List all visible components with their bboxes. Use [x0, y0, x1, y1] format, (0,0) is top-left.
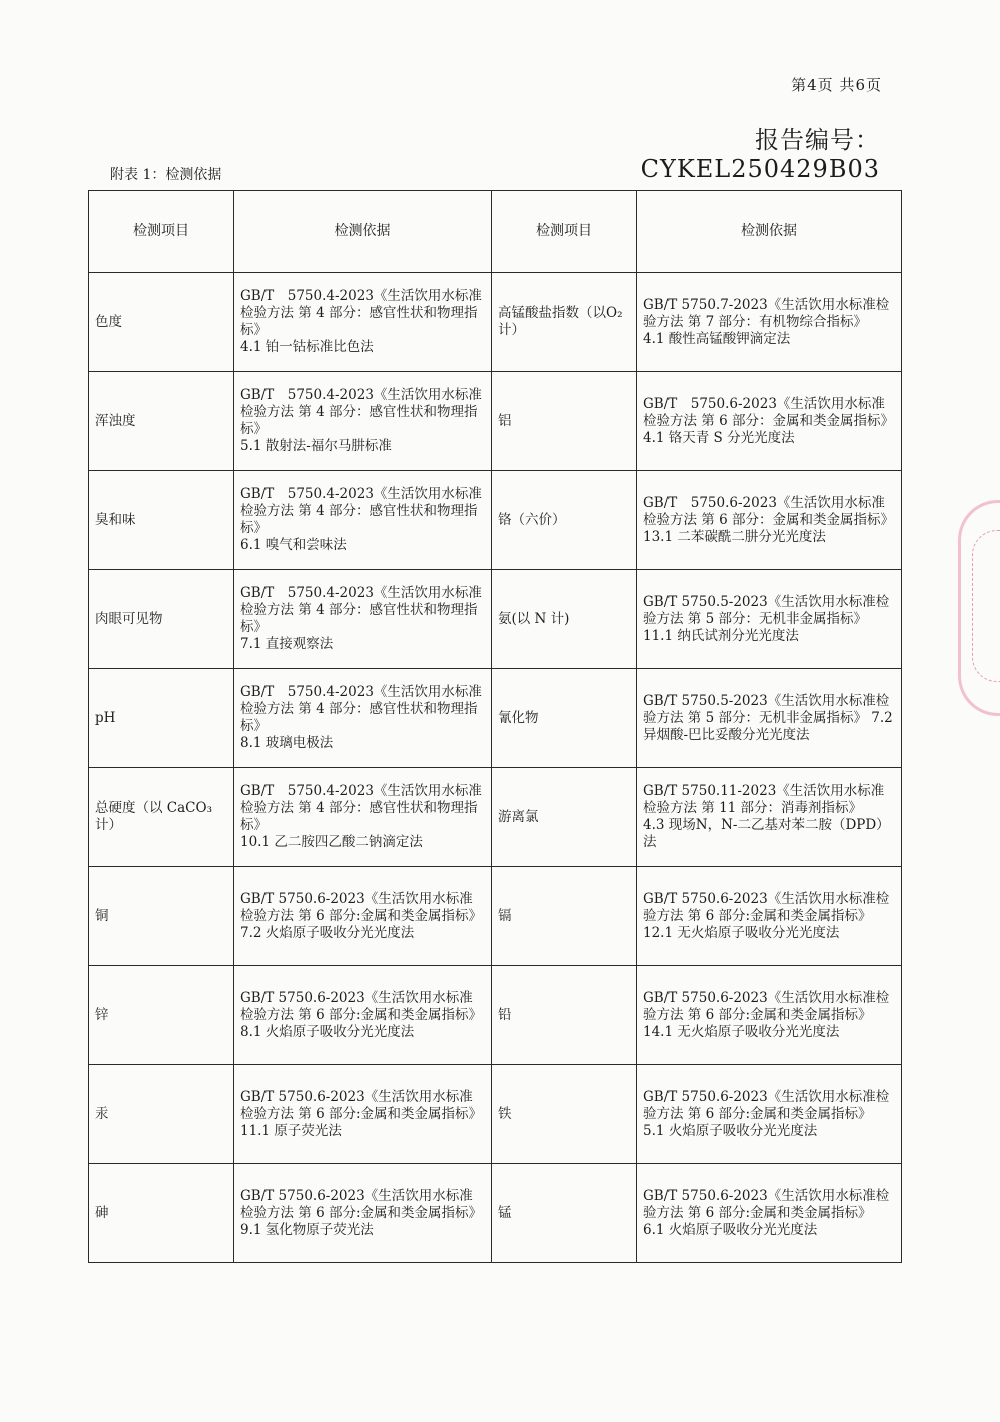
test-basis-cell: GB/T 5750.4-2023《生活饮用水标准检验方法 第 4 部分：感官性状和物理指标》 8.1 玻璃电极法	[234, 669, 492, 768]
test-item-cell: 游离氯	[492, 768, 637, 867]
test-basis-cell: GB/T 5750.7-2023《生活饮用水标准检验方法 第 7 部分：有机物综合指标》 4.1 酸性高锰酸钾滴定法	[637, 273, 902, 372]
test-item-cell: 铬（六价）	[492, 471, 637, 570]
test-item-cell: 铁	[492, 1065, 637, 1164]
test-item-cell: 浑浊度	[89, 372, 234, 471]
test-item-cell: 总硬度（以 CaCO₃计）	[89, 768, 234, 867]
table-caption: 附表 1：检测依据	[110, 167, 222, 183]
test-item-cell: 铜	[89, 867, 234, 966]
table-row	[89, 471, 902, 570]
test-basis-cell: GB/T 5750.6-2023《生活饮用水标准检验方法 第 6 部分：金属和类金属指标》 13.1 二苯碳酰二肼分光光度法	[637, 471, 902, 570]
test-basis-cell: GB/T 5750.4-2023《生活饮用水标准检验方法 第 4 部分：感官性状和物理指标》 7.1 直接观察法	[234, 570, 492, 669]
test-item-cell: 肉眼可见物	[89, 570, 234, 669]
table-row	[89, 1164, 902, 1263]
test-item-cell: 锌	[89, 966, 234, 1065]
test-basis-cell: GB/T 5750.6-2023《生活饮用水标准检验方法 第 6 部分:金属和类金属指标》 9.1 氢化物原子荧光法	[234, 1164, 492, 1263]
test-item-cell: 镉	[492, 867, 637, 966]
test-basis-cell: GB/T 5750.4-2023《生活饮用水标准检验方法 第 4 部分：感官性状和物理指标》 5.1 散射法-福尔马肼标准	[234, 372, 492, 471]
header-test-basis: 检测依据	[234, 191, 492, 273]
test-basis-cell: GB/T 5750.4-2023《生活饮用水标准检验方法 第 4 部分：感官性状和物理指标》 6.1 嗅气和尝味法	[234, 471, 492, 570]
table-row	[89, 867, 902, 966]
test-item-cell: 臭和味	[89, 471, 234, 570]
table-row	[89, 768, 902, 867]
table-row	[89, 669, 902, 768]
test-item-cell: 色度	[89, 273, 234, 372]
test-basis-cell: GB/T 5750.6-2023《生活饮用水标准检验方法 第 6 部分:金属和类金属指标》 6.1 火焰原子吸收分光光度法	[637, 1164, 902, 1263]
test-basis-cell: GB/T 5750.6-2023《生活饮用水标准检验方法 第 6 部分:金属和类金属指标》 7.2 火焰原子吸收分光光度法	[234, 867, 492, 966]
test-item-cell: 砷	[89, 1164, 234, 1263]
test-basis-cell: GB/T 5750.6-2023《生活饮用水标准检验方法 第 6 部分:金属和类金属指标》 5.1 火焰原子吸收分光光度法	[637, 1065, 902, 1164]
test-item-cell: 铝	[492, 372, 637, 471]
table-header-row	[89, 191, 902, 273]
header-test-item: 检测项目	[492, 191, 637, 273]
header-test-basis: 检测依据	[637, 191, 902, 273]
table-row	[89, 273, 902, 372]
test-basis-cell: GB/T 5750.4-2023《生活饮用水标准检验方法 第 4 部分：感官性状和物理指标》 4.1 铂一钴标准比色法	[234, 273, 492, 372]
test-basis-cell: GB/T 5750.5-2023《生活饮用水标准检验方法 第 5 部分：无机非金属指标》 7.2 异烟酸-巴比妥酸分光光度法	[637, 669, 902, 768]
test-basis-cell: GB/T 5750.6-2023《生活饮用水标准检验方法 第 6 部分:金属和类金属指标》 11.1 原子荧光法	[234, 1065, 492, 1164]
test-item-cell: 高锰酸盐指数（以O₂计）	[492, 273, 637, 372]
test-basis-cell: GB/T 5750.6-2023《生活饮用水标准检验方法 第 6 部分:金属和类金属指标》 14.1 无火焰原子吸收分光光度法	[637, 966, 902, 1065]
test-item-cell: pH	[89, 669, 234, 768]
test-basis-cell: GB/T 5750.6-2023《生活饮用水标准检验方法 第 6 部分:金属和类金属指标》 12.1 无火焰原子吸收分光光度法	[637, 867, 902, 966]
test-item-cell: 氨(以 N 计)	[492, 570, 637, 669]
page-indicator: 第4页 共6页	[791, 76, 882, 94]
test-basis-cell: GB/T 5750.6-2023《生活饮用水标准检验方法 第 6 部分：金属和类金属指标》 4.1 铬天青 S 分光光度法	[637, 372, 902, 471]
test-item-cell: 汞	[89, 1065, 234, 1164]
table-row	[89, 966, 902, 1065]
test-item-cell: 氰化物	[492, 669, 637, 768]
test-basis-cell: GB/T 5750.6-2023《生活饮用水标准检验方法 第 6 部分:金属和类金属指标》 8.1 火焰原子吸收分光光度法	[234, 966, 492, 1065]
test-basis-cell: GB/T 5750.5-2023《生活饮用水标准检验方法 第 5 部分：无机非金属指标》 11.1 纳氏试剂分光光度法	[637, 570, 902, 669]
table-row	[89, 372, 902, 471]
red-seal-stamp-inner	[972, 530, 1000, 682]
test-basis-cell: GB/T 5750.4-2023《生活饮用水标准检验方法 第 4 部分：感官性状和物理指标》 10.1 乙二胺四乙酸二钠滴定法	[234, 768, 492, 867]
table-row	[89, 570, 902, 669]
header-test-item: 检测项目	[89, 191, 234, 273]
table-row	[89, 1065, 902, 1164]
test-item-cell: 锰	[492, 1164, 637, 1263]
report-number: 报告编号：CYKEL250429B03	[640, 126, 880, 183]
test-basis-cell: GB/T 5750.11-2023《生活饮用水标准检验方法 第 11 部分：消毒剂指标》 4.3 现场N，N-二乙基对苯二胺（DPD）法	[637, 768, 902, 867]
test-item-cell: 铅	[492, 966, 637, 1065]
testing-basis-table	[88, 190, 902, 1263]
